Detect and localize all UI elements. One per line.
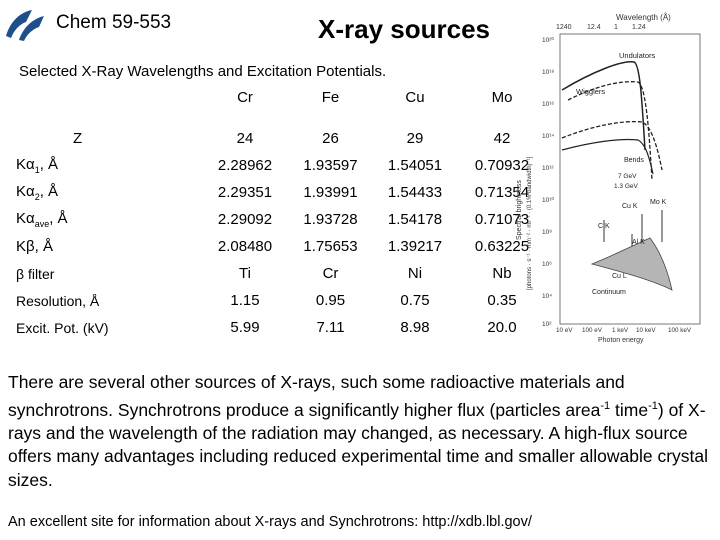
table-row-excitation [16,314,546,341]
table-cell: Ti [239,265,251,282]
top-tick-label: 1 [614,24,618,31]
table-cell: 2.29351 [217,184,273,201]
top-tick-label: 1.24 [632,24,646,31]
body-paragraph: There are several other sources of X-rays, such some radioactive materials and synchrotrons. Synchrotrons produce a significantly higher flux (particles area$^{-1}$ time$^{-1}$) of X-rays and the wavelength of the radiation may changed, as necessary. A high-flux source offers many advantages including reduced experimental time and smaller allowable crystal sizes. [8,372,709,490]
table-cell: 29 [406,130,424,147]
y-tick-label: 10¹⁸ [542,69,555,76]
table-cell: 20.0 [487,319,517,336]
bends-label: Bends [624,157,644,164]
cu-k-label: Cu K [622,203,638,210]
table-cell: 0.63225 [474,238,530,255]
y-tick-label: 10¹⁰ [542,197,555,204]
y-tick-label: 10⁸ [542,229,552,236]
y-tick-label: 10¹⁶ [542,101,555,108]
x-tick-label: 10 eV [556,327,573,334]
table-cell: 0.71354 [474,184,530,201]
energy-7gev-label: 7 GeV [618,173,637,180]
c-k-label: C K [598,223,610,230]
table-cell: 0.95 [315,292,346,309]
table-row-resolution [16,287,546,314]
spectral-brightness-figure [512,10,716,354]
course-code: Chem 59-553 [56,12,172,33]
top-tick-label: 1240 [556,24,572,31]
table-cell: 0.71073 [474,211,530,228]
table-row-z [16,125,546,152]
continuum-label: Continuum [592,289,626,296]
undulators-label: Undulators [619,51,656,60]
column-header-fe: Fe [321,89,340,106]
footer-reference: An excellent site for information about X-rays and Synchrotrons: http://xdb.lbl.gov/ [8,514,532,530]
undulator-curve [562,62,645,150]
table-row-filter [16,260,546,287]
y-tick-label: 10¹² [542,165,554,172]
table-cell: 1.54178 [387,211,443,228]
table-cell: 26 [322,130,339,147]
table-cell: 1.93991 [303,184,358,201]
xray-wavelength-table [16,84,546,341]
table-cell: 0.35 [487,292,517,309]
energy-13gev-label: 1.3 GeV [614,183,638,190]
table-cell: 7.11 [316,319,345,336]
al-k-label: Al K [632,239,645,246]
row-label: Resolution, Å [16,292,100,309]
table-header-row [16,84,546,111]
y-tick-label: 10¹⁴ [542,133,555,140]
x-axis-label: Photon energy [598,337,644,344]
table-cell: 5.99 [230,319,260,336]
x-tick-label: 100 keV [668,327,692,334]
y-tick-label: 10² [542,321,552,328]
mo-k-label: Mo K [650,199,667,206]
cu-l-label: Cu L [612,273,627,280]
row-label: $K\alpha_{ave}$, Å [16,210,68,229]
x-tick-label: 1 keV [612,327,629,334]
table-cell: 8.98 [400,319,430,336]
top-axis-label: Wavelength (Å) [616,13,671,22]
row-label: β filter [16,265,55,282]
table-row-kb [16,233,546,260]
y-tick-label: 10⁴ [542,293,553,300]
table-cell: 1.54433 [387,184,443,201]
table-cell: 0.75 [400,292,430,309]
x-tick-label: 100 eV [582,327,602,334]
table-cell: 42 [493,130,511,147]
y-axis-label-units: [photons · s⁻¹ · mm⁻² · mr⁻² · (0.1% bandwidth)⁻¹] [527,156,533,290]
table-cell: 2.29092 [217,211,273,228]
row-label: Kβ, Å [16,238,53,255]
table-cell: 2.28962 [217,157,273,174]
university-logo-icon [2,6,48,44]
table-cell: 2.08480 [217,238,273,255]
row-label: $K\alpha_2$, Å [16,183,59,202]
y-axis-label: Spectral brightness [516,180,523,240]
table-row-kaave [16,206,546,233]
table-cell: Cr [322,265,339,282]
table-cell: Nb [492,265,512,282]
table-cell: 1.75653 [303,238,358,255]
x-tick-label: 10 keV [636,327,656,334]
table-cell: Ni [407,265,423,282]
table-cell: 1.93728 [303,211,358,228]
y-tick-label: 10²⁰ [542,37,555,44]
wigglers-label: Wigglers [576,87,606,96]
y-tick-label: 10⁶ [542,261,552,268]
table-row-ka1 [16,152,546,179]
row-label: Z [73,130,83,147]
top-tick-label: 12.4 [587,24,601,31]
table-cell: 1.15 [230,292,260,309]
row-label: $K\alpha_1$, Å [16,156,59,175]
table-cell: 1.54051 [387,157,443,174]
page-title: X-ray sources [318,14,490,44]
row-label: Excit. Pot. (kV) [16,319,109,336]
table-row-ka2 [16,179,546,206]
table-cell: 24 [236,130,254,147]
column-header-cu: Cu [405,89,425,106]
column-header-mo: Mo [491,89,513,106]
column-header-cr: Cr [237,89,253,106]
table-cell: 0.70932 [474,157,530,174]
table-cell: 1.39217 [387,238,443,255]
table-caption: Selected X-Ray Wavelengths and Excitation Potentials. [19,63,387,80]
table-cell: 1.93597 [303,157,358,174]
